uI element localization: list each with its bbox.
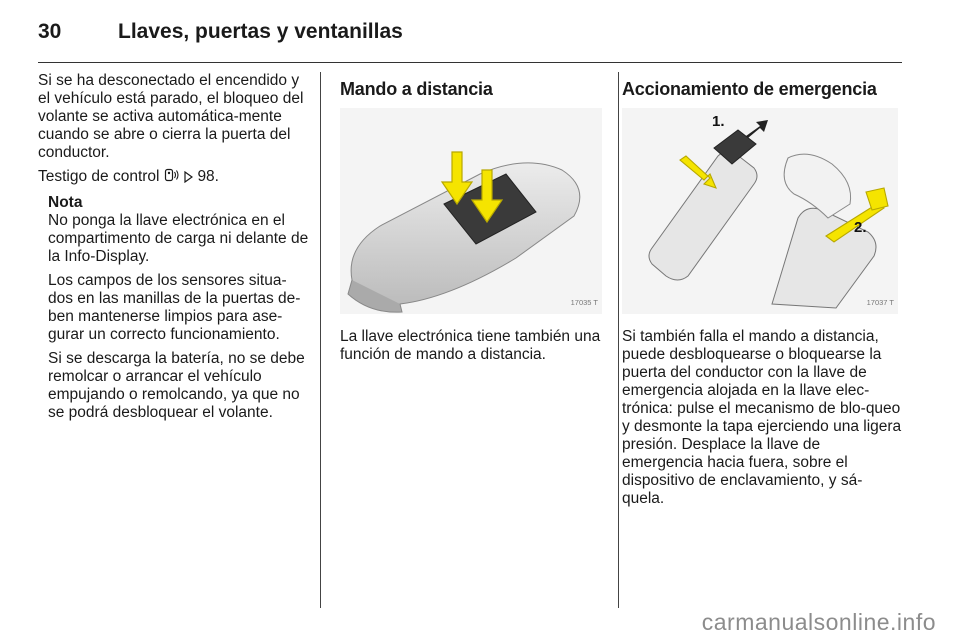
indicator-page-ref[interactable]: 98.	[197, 168, 219, 185]
indicator-prefix: Testigo de control	[38, 168, 160, 185]
page-header	[38, 18, 902, 63]
figure-code: 17035 T	[570, 298, 598, 307]
note-paragraph-2: Los campos de los sensores situa-dos en las manillas de la puertas de-ben mantenerse limpios para ase-gurar un correcto funcionamiento.	[48, 272, 301, 343]
emergency-key-illustration	[622, 108, 898, 314]
remote-key-illustration	[340, 108, 602, 314]
page-reference-icon	[184, 170, 193, 188]
step-1-label: 1.	[712, 113, 725, 130]
note-paragraph-3: Si se descarga la batería, no se debe remolcar o arrancar el vehículo empujando o remolcando, ya que no se podrá desbloquear el volante.	[48, 350, 305, 421]
page-number: 30	[38, 20, 62, 43]
emergency-heading: Accionamiento de emergencia	[622, 79, 877, 99]
remote-control-heading: Mando a distancia	[340, 79, 493, 99]
column-divider-2	[618, 72, 619, 608]
note-title: Nota	[48, 194, 83, 211]
emergency-key-head	[866, 188, 888, 210]
chapter-title: Llaves, puertas y ventanillas	[118, 20, 403, 43]
indicator-line	[38, 168, 310, 188]
emergency-key-drawing	[622, 108, 898, 314]
figure-code: 17037 T	[866, 298, 894, 307]
intro-paragraph: Si se ha desconectado el encendido y el vehículo está parado, el bloqueo del volante se activa automática-mente cuando se abre o cierra la puerta del conductor.	[38, 72, 304, 161]
remote-key-drawing	[340, 108, 602, 314]
column-divider-1	[320, 72, 321, 608]
column-left	[38, 72, 310, 428]
column-middle	[340, 72, 606, 370]
watermark: carmanualsonline.info	[701, 609, 936, 635]
hand-fingers	[784, 154, 850, 218]
column-right	[622, 72, 902, 514]
lift-arrow	[746, 120, 768, 138]
note-block	[48, 194, 310, 422]
remote-control-text: La llave electrónica tiene también una función de mando a distancia.	[340, 328, 601, 363]
key-remote-icon	[164, 168, 180, 188]
step-2-label: 2.	[854, 219, 867, 236]
note-paragraph-1: No ponga la llave electrónica en el compartimento de carga ni delante de la Info-Display.	[48, 212, 309, 265]
emergency-text: Si también falla el mando a distancia, puede desbloquearse o bloquearse la puerta del conductor con la llave de emergencia alojada en la llave elec-trónica: pulse el mecanismo de blo-queo y desmonte la tapa ejerciendo una ligera presión. Desplace la llave de emergencia hacia fuera, sobre el dispositivo de enclavamiento, y sá-quela.	[622, 328, 902, 507]
